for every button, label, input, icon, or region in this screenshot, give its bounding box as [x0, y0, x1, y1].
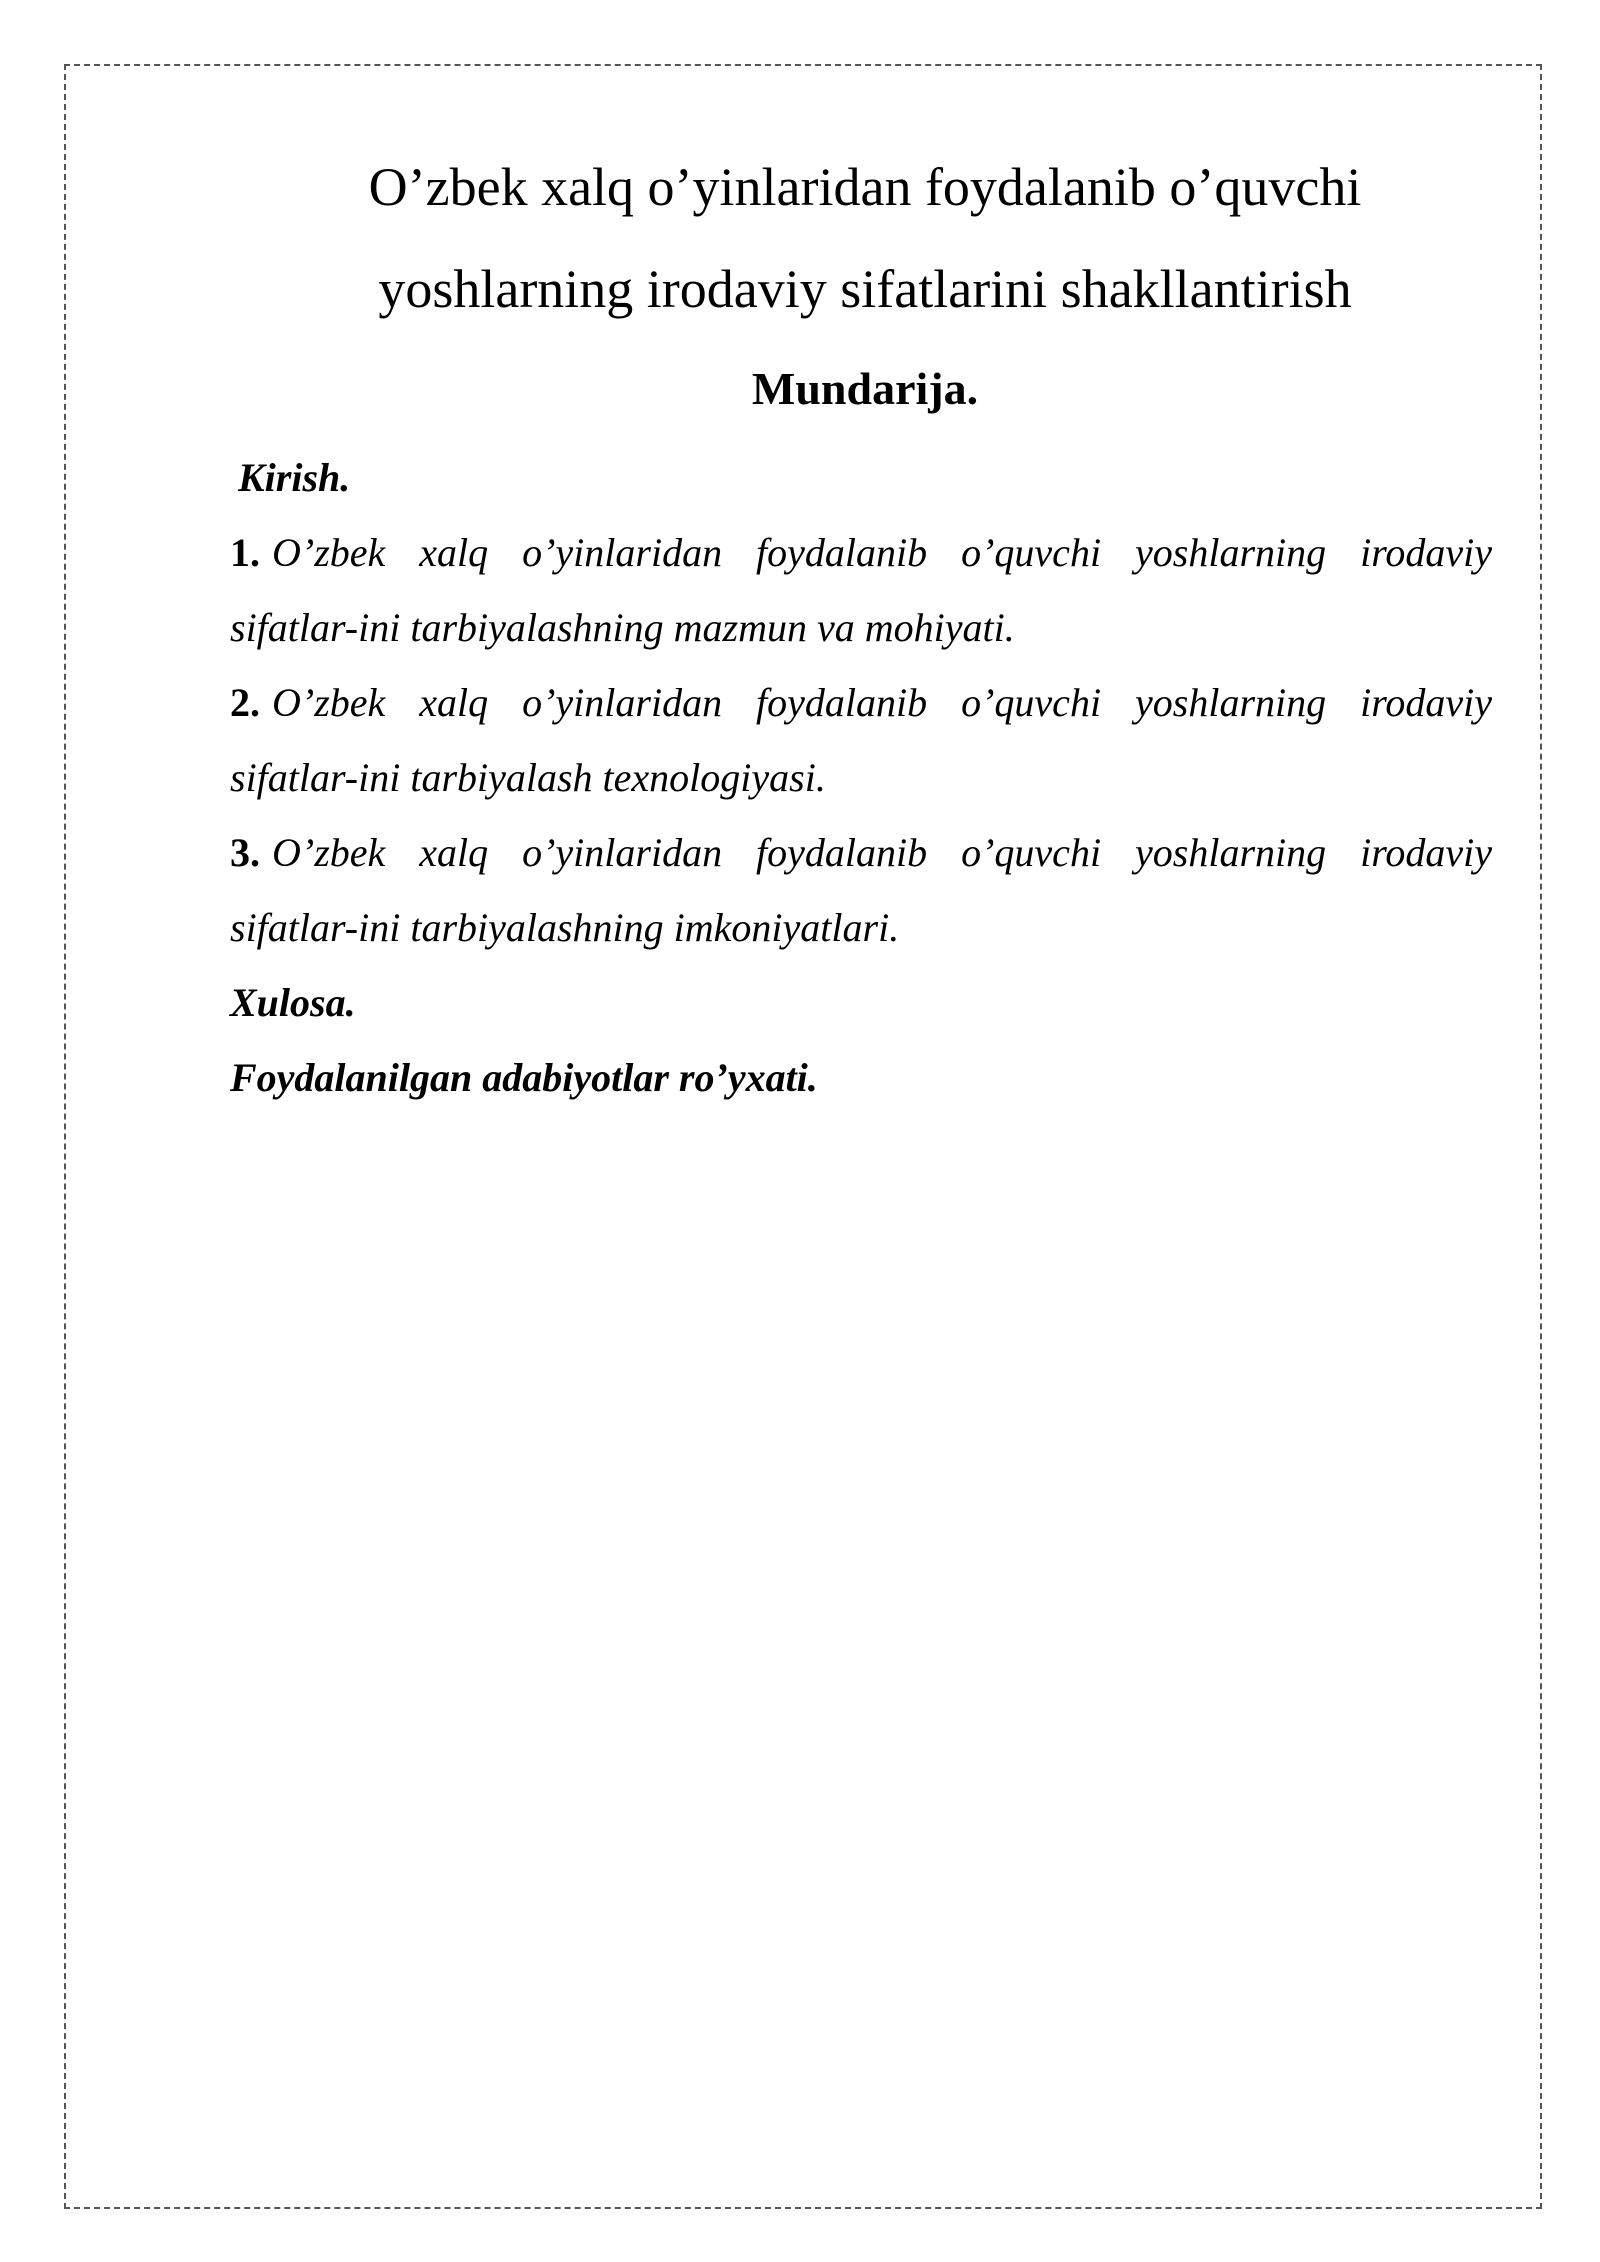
- word: foydalanib: [756, 830, 928, 875]
- toc-item-conclusion: Xulosa.: [230, 980, 356, 1025]
- word: xalq: [419, 680, 489, 725]
- toc-entry-1-text: [230, 515, 1492, 590]
- toc-entry-3-second-line: sifatlar-ini tarbiyalashning imkoniyatlari.: [230, 905, 900, 950]
- word: o’quvchi: [961, 830, 1102, 875]
- toc-entry-2-text: [230, 665, 1492, 740]
- word: foydalanib: [756, 530, 928, 575]
- word: O’zbek: [272, 530, 386, 575]
- document-title-line-1: O’zbek xalq o’yinlaridan foydalanib o’quvchi: [368, 157, 1362, 217]
- toc-item-intro: Kirish.: [238, 455, 351, 500]
- word: xalq: [419, 830, 489, 875]
- toc-entry-1-number: 1.: [230, 530, 260, 575]
- toc-entry-3: [230, 815, 1492, 965]
- word: o’quvchi: [961, 530, 1102, 575]
- word: O’zbek: [272, 680, 386, 725]
- word: irodaviy: [1360, 830, 1492, 875]
- word: yoshlarning: [1135, 530, 1327, 575]
- word: yoshlarning: [1135, 680, 1327, 725]
- word: xalq: [419, 530, 489, 575]
- toc-entry-1-second-line: sifatlar-ini tarbiyalashning mazmun va mohiyati.: [230, 605, 1015, 650]
- toc-entry-3-number: 3.: [230, 830, 260, 875]
- word: o’quvchi: [961, 680, 1102, 725]
- toc-entry-2-number: 2.: [230, 680, 260, 725]
- word: o’yinlaridan: [522, 530, 723, 575]
- word: foydalanib: [756, 680, 928, 725]
- table-of-contents: [230, 440, 1492, 1115]
- document-title-line-2: yoshlarning irodaviy sifatlarini shakllantirish: [378, 259, 1352, 319]
- toc-entry-2-first-line: [230, 665, 1492, 740]
- toc-entry-1-first-line: [230, 515, 1492, 590]
- toc-entry-3-text: [230, 815, 1492, 890]
- word: irodaviy: [1360, 530, 1492, 575]
- toc-item-references: Foydalanilgan adabiyotlar ro’yxati.: [230, 1055, 818, 1100]
- word: irodaviy: [1360, 680, 1492, 725]
- toc-entry-1: [230, 515, 1492, 665]
- word: O’zbek: [272, 830, 386, 875]
- toc-entry-3-first-line: [230, 815, 1492, 890]
- toc-entry-2-second-line: sifatlar-ini tarbiyalash texnologiyasi.: [230, 755, 826, 800]
- toc-heading: Mundarija.: [751, 363, 979, 414]
- word: yoshlarning: [1135, 830, 1327, 875]
- toc-entry-2: [230, 665, 1492, 815]
- word: o’yinlaridan: [522, 680, 723, 725]
- word: o’yinlaridan: [522, 830, 723, 875]
